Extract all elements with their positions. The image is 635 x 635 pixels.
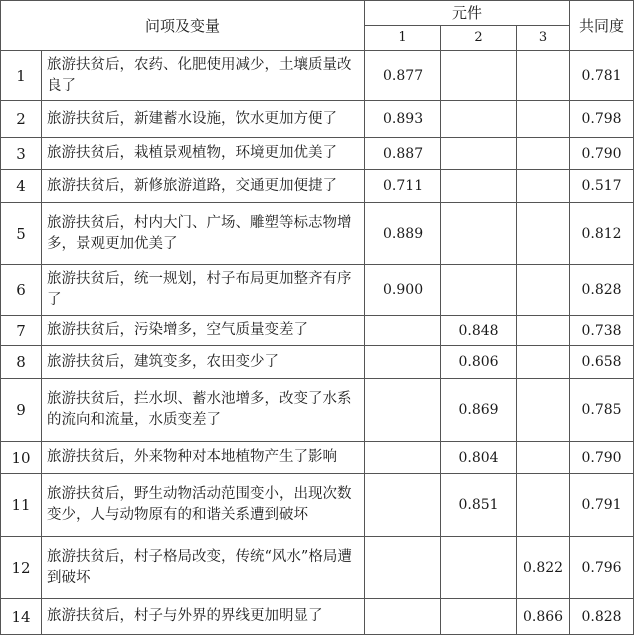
communality-value: 0.828 (570, 599, 634, 635)
communality-column-header: 共同度 (570, 1, 634, 51)
table-row (1, 51, 634, 101)
loading-component-2 (441, 537, 517, 599)
row-item-text: 旅游扶贫后，拦水坝、蓄水池增多，改变了水系的流向和流量，水质变差了 (42, 379, 365, 442)
table-row (1, 474, 634, 537)
row-index: 7 (1, 316, 42, 346)
loading-component-1 (365, 316, 441, 346)
loading-component-1: 0.893 (365, 101, 441, 138)
row-index: 6 (1, 265, 42, 316)
loading-component-3 (517, 138, 570, 170)
communality-value: 0.798 (570, 101, 634, 138)
row-item-text: 旅游扶贫后，建筑变多，农田变少了 (42, 346, 365, 379)
loading-component-3 (517, 379, 570, 442)
loading-component-3 (517, 442, 570, 474)
loading-component-1: 0.889 (365, 203, 441, 265)
communality-value: 0.517 (570, 170, 634, 203)
table-row (1, 138, 634, 170)
loading-component-2 (441, 599, 517, 635)
loading-component-3 (517, 51, 570, 101)
header-row-1 (1, 1, 634, 26)
loading-component-1 (365, 379, 441, 442)
loading-component-2 (441, 51, 517, 101)
loading-component-2: 0.804 (441, 442, 517, 474)
loading-component-3: 0.822 (517, 537, 570, 599)
communality-value: 0.781 (570, 51, 634, 101)
communality-value: 0.658 (570, 346, 634, 379)
row-index: 3 (1, 138, 42, 170)
loading-component-3 (517, 474, 570, 537)
communality-value: 0.790 (570, 138, 634, 170)
loading-component-2: 0.869 (441, 379, 517, 442)
loading-component-1 (365, 346, 441, 379)
loading-component-1: 0.887 (365, 138, 441, 170)
row-item-text: 旅游扶贫后，污染增多，空气质量变差了 (42, 316, 365, 346)
communality-value: 0.828 (570, 265, 634, 316)
loading-component-2 (441, 138, 517, 170)
row-index: 9 (1, 379, 42, 442)
table-row (1, 170, 634, 203)
loading-component-2 (441, 203, 517, 265)
communality-value: 0.796 (570, 537, 634, 599)
loading-component-2: 0.851 (441, 474, 517, 537)
component-3-header: 3 (517, 26, 570, 51)
row-item-text: 旅游扶贫后，外来物种对本地植物产生了影响 (42, 442, 365, 474)
row-index: 1 (1, 51, 42, 101)
row-item-text: 旅游扶贫后，新建蓄水设施，饮水更加方便了 (42, 101, 365, 138)
loading-component-2 (441, 170, 517, 203)
item-column-header: 问项及变量 (1, 1, 365, 51)
row-index: 8 (1, 346, 42, 379)
loading-component-3 (517, 316, 570, 346)
loading-component-1: 0.877 (365, 51, 441, 101)
loading-component-3 (517, 265, 570, 316)
loading-component-1 (365, 442, 441, 474)
loading-component-2 (441, 101, 517, 138)
table-row (1, 265, 634, 316)
loading-component-2 (441, 265, 517, 316)
row-item-text: 旅游扶贫后，村子格局改变，传统“风水”格局遭到破坏 (42, 537, 365, 599)
table-row (1, 101, 634, 138)
row-index: 10 (1, 442, 42, 474)
loading-component-3 (517, 346, 570, 379)
row-index: 5 (1, 203, 42, 265)
communality-value: 0.791 (570, 474, 634, 537)
table-row (1, 203, 634, 265)
loading-component-3: 0.866 (517, 599, 570, 635)
row-index: 14 (1, 599, 42, 635)
row-index: 12 (1, 537, 42, 599)
loading-component-1: 0.900 (365, 265, 441, 316)
table-row (1, 599, 634, 635)
loading-component-3 (517, 170, 570, 203)
loading-component-3 (517, 203, 570, 265)
communality-value: 0.812 (570, 203, 634, 265)
row-item-text: 旅游扶贫后，农药、化肥使用减少，土壤质量改良了 (42, 51, 365, 101)
row-item-text: 旅游扶贫后，栽植景观植物，环境更加优美了 (42, 138, 365, 170)
component-1-header: 1 (365, 26, 441, 51)
row-index: 4 (1, 170, 42, 203)
loading-component-2: 0.806 (441, 346, 517, 379)
row-item-text: 旅游扶贫后，新修旅游道路，交通更加便捷了 (42, 170, 365, 203)
loading-component-1: 0.711 (365, 170, 441, 203)
loading-component-1 (365, 537, 441, 599)
row-item-text: 旅游扶贫后，村内大门、广场、雕塑等标志物增多，景观更加优美了 (42, 203, 365, 265)
table-row (1, 442, 634, 474)
loading-component-3 (517, 101, 570, 138)
component-2-header: 2 (441, 26, 517, 51)
component-group-header: 元件 (365, 1, 570, 26)
table-row (1, 316, 634, 346)
table-row (1, 537, 634, 599)
table-row (1, 379, 634, 442)
row-item-text: 旅游扶贫后，统一规划，村子布局更加整齐有序了 (42, 265, 365, 316)
communality-value: 0.785 (570, 379, 634, 442)
communality-value: 0.790 (570, 442, 634, 474)
communality-value: 0.738 (570, 316, 634, 346)
table-row (1, 346, 634, 379)
loading-component-1 (365, 474, 441, 537)
loading-component-1 (365, 599, 441, 635)
row-item-text: 旅游扶贫后，村子与外界的界线更加明显了 (42, 599, 365, 635)
row-item-text: 旅游扶贫后，野生动物活动范围变小，出现次数变少，人与动物原有的和谐关系遭到破坏 (42, 474, 365, 537)
row-index: 11 (1, 474, 42, 537)
loading-component-2: 0.848 (441, 316, 517, 346)
row-index: 2 (1, 101, 42, 138)
